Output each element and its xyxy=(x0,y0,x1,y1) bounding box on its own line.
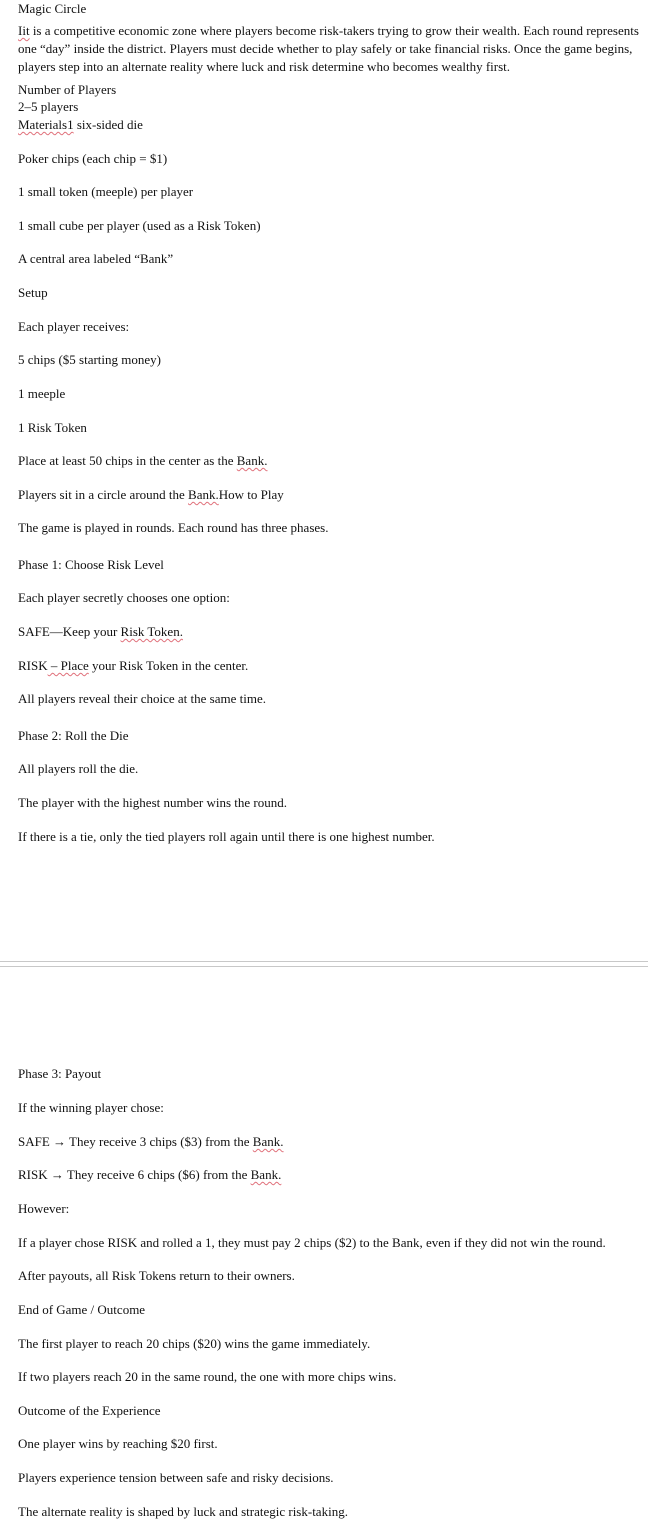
phase1-safe: SAFE—Keep your Risk Token. xyxy=(18,624,183,639)
outcome-line: One player wins by reaching $20 first. xyxy=(18,1436,218,1451)
material-chips: Poker chips (each chip = $1) xyxy=(18,151,168,166)
spelling-error[interactable]: Bank. xyxy=(236,453,268,468)
setup-item: 1 meeple xyxy=(18,386,66,401)
phase3-penalty: If a player chose RISK and rolled a 1, they must pay 2 chips ($2) to the Bank, even if they did not win the round. xyxy=(18,1235,606,1250)
rounds-line: The game is played in rounds. Each round has three phases. xyxy=(18,520,329,535)
phase1-heading: Phase 1: Choose Risk Level xyxy=(18,557,164,572)
phase3-safe: SAFE → They receive 3 chips ($3) from the Bank. xyxy=(18,1134,284,1149)
page-divider xyxy=(0,966,648,967)
spelling-error[interactable]: Iit xyxy=(18,23,30,38)
material-cube: 1 small cube per player (used as a Risk Token) xyxy=(18,218,261,233)
phase1-intro: Each player secretly chooses one option: xyxy=(18,590,230,605)
bank-line: Place at least 50 chips in the center as the Bank. xyxy=(18,453,268,468)
setup-item: 1 Risk Token xyxy=(18,420,87,435)
phase3-heading: Phase 3: Payout xyxy=(18,1066,102,1081)
doc-title: Magic Circle xyxy=(18,1,87,16)
outcome-line: Players experience tension between safe and risky decisions. xyxy=(18,1470,334,1485)
phase3-however: However: xyxy=(18,1201,70,1216)
phase2-line: The player with the highest number wins the round. xyxy=(18,795,287,810)
phase2-heading: Phase 2: Roll the Die xyxy=(18,728,129,743)
spelling-error[interactable]: – Place xyxy=(47,658,89,673)
materials-line: Materials1 six-sided die xyxy=(18,117,143,132)
end-line: If two players reach 20 in the same round, the one with more chips wins. xyxy=(18,1369,397,1384)
phase3-after: After payouts, all Risk Tokens return to their owners. xyxy=(18,1268,295,1283)
intro-paragraph xyxy=(18,22,640,76)
phase2-line: If there is a tie, only the tied players roll again until there is one highest number. xyxy=(18,829,435,844)
circle-line: Players sit in a circle around the Bank.How to Play xyxy=(18,487,284,502)
phase3-risk: RISK → They receive 6 chips ($6) from the Bank. xyxy=(18,1167,282,1182)
setup-item: 5 chips ($5 starting money) xyxy=(18,352,161,367)
intro-text: is a competitive economic zone where players become risk-takers trying to grow their wealth. Each round represents one “day” inside the district. Players must decide whether to play safely or take financial risks. Once the game begins, players step into an alternate reality where luck and risk determine who becomes wealthy first. xyxy=(18,23,639,74)
outcome-line: The alternate reality is shaped by luck and strategic risk-taking. xyxy=(18,1504,348,1519)
players-heading: Number of Players xyxy=(18,82,117,97)
outcome-heading: Outcome of the Experience xyxy=(18,1403,161,1418)
setup-intro: Each player receives: xyxy=(18,319,130,334)
spelling-error[interactable]: Materials1 xyxy=(18,117,74,132)
end-heading: End of Game / Outcome xyxy=(18,1302,146,1317)
spelling-error[interactable]: Bank. xyxy=(250,1167,282,1182)
setup-heading: Setup xyxy=(18,285,48,300)
spelling-error[interactable]: Bank. xyxy=(188,487,219,502)
phase2-line: All players roll the die. xyxy=(18,761,139,776)
page-divider xyxy=(0,961,648,962)
phase3-intro: If the winning player chose: xyxy=(18,1100,164,1115)
end-line: The first player to reach 20 chips ($20) wins the game immediately. xyxy=(18,1336,371,1351)
material-meeple: 1 small token (meeple) per player xyxy=(18,184,194,199)
spelling-error[interactable]: Risk Token. xyxy=(120,624,183,639)
spelling-error[interactable]: Bank. xyxy=(252,1134,284,1149)
phase1-reveal: All players reveal their choice at the same time. xyxy=(18,691,266,706)
phase1-risk: RISK – Place your Risk Token in the center. xyxy=(18,658,249,673)
material-bank: A central area labeled “Bank” xyxy=(18,251,174,266)
players-value: 2–5 players xyxy=(18,99,79,114)
